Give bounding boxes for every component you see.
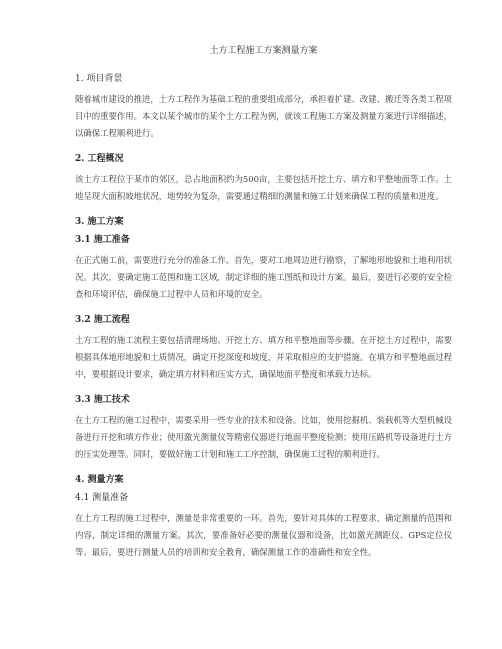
section-text-construction-technology: 在土方工程的施工过程中，需要采用一些专业的技术和设备。比如，使用挖掘机、装载机等大型机械设备进行开挖和填方作业；使用激光测量仪等精密仪器进行地面平整度检测；使用压路机等设备进行土方的压实处理等。同时，要做好施工计划和施工工序控制，确保施工过程的顺利进行。 — [75, 415, 452, 459]
section-text-construction-process: 土方工程的施工流程主要包括清理场地、开挖土方、填方和平整地面等步骤。在开挖土方过程中，需要根据具体地形地貌和土质情况，确定开挖深度和坡度，并采取相应的支护措施。在填方和平整地面过程中，要根据设计要求，确定填方材料和压实方式，确保地面平整度和承载力达标。 — [75, 335, 452, 379]
section-heading-survey-plan: 4. 测量方案 — [75, 475, 124, 485]
section-heading-construction-plan: 3. 施工方案 — [75, 217, 124, 227]
section-heading-project-overview: 2. 工程概况 — [75, 154, 124, 164]
document-title: 土方工程施工方案测量方案 — [209, 46, 318, 56]
section-text-project-overview: 该土方工程位于某市的郊区，总占地面积约为500亩，主要包括开挖土方、填方和平整地面等工作。土地呈现大面积坡地状况，地势较为复杂，需要通过精细的测量和施工计划来确保工程的质量和进度。 — [75, 174, 452, 201]
section-heading-survey-preparation: 4.1 测量准备 — [75, 493, 129, 503]
section-heading-construction-process: 3.2 施工流程 — [75, 315, 130, 325]
section-heading-construction-preparation: 3.1 施工准备 — [75, 235, 130, 245]
section-text-project-background: 随着城市建设的推进，土方工程作为基础工程的重要组成部分，承担着扩建、改建、搬迁等各类工程项目中的重要作用。本文以某个城市的某个土方工程为例，就该工程施工方案及测量方案进行详细描述，以确保工程顺利进行。 — [75, 94, 452, 138]
section-text-construction-preparation: 在正式施工前，需要进行充分的准备工作。首先，要对工地周边进行勘察，了解地形地貌和土地利用状况。其次，要确定施工范围和施工区域，制定详细的施工图纸和设计方案。最后，要进行必要的安全检查和环境评估，确保施工过程中人员和环境的安全。 — [75, 255, 452, 299]
section-heading-construction-technology: 3.3 施工技术 — [75, 395, 130, 405]
section-text-survey-preparation: 在土方工程的施工过程中，测量是非常重要的一环。首先，要针对具体的工程要求，确定测量的范围和内容，制定详细的测量方案。其次，要准备好必要的测量仪器和设备，比如激光测距仪、GPS定位仪等。最后，要进行测量人员的培训和安全教育，确保测量工作的准确性和安全性。 — [75, 513, 452, 557]
section-heading-project-background: 1. 项目背景 — [75, 74, 123, 84]
